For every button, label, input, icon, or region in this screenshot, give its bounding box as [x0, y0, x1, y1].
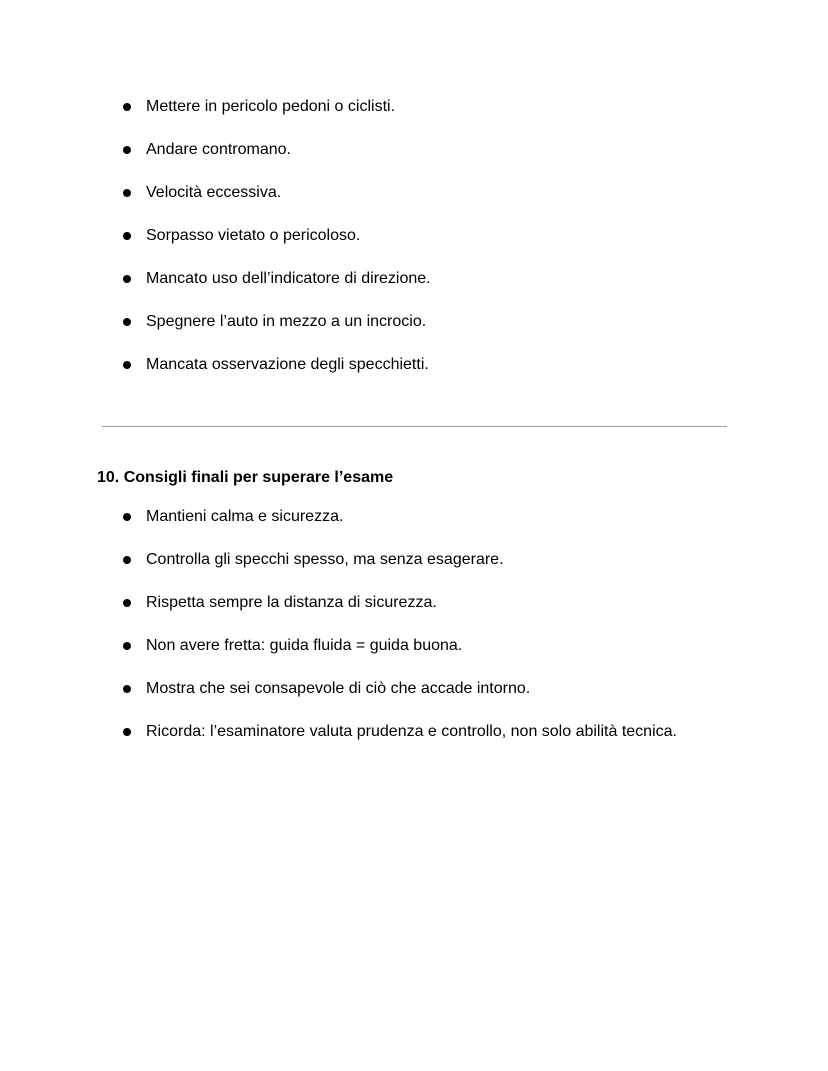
- bullet-list-section-10: [120, 507, 760, 765]
- list-item: [120, 507, 760, 550]
- list-item-text: Velocità eccessiva.: [146, 184, 282, 201]
- list-item: [120, 183, 760, 226]
- bullet-icon: [123, 232, 131, 240]
- bullet-icon: [123, 318, 131, 326]
- list-item: [120, 593, 760, 636]
- list-item-text: Controlla gli specchi spesso, ma senza esagerare.: [146, 551, 504, 568]
- list-item-text: Andare contromano.: [146, 141, 291, 158]
- list-item-text: Rispetta sempre la distanza di sicurezza.: [146, 594, 437, 611]
- bullet-icon: [123, 361, 131, 369]
- bullet-icon: [123, 728, 131, 736]
- list-item-text: Spegnere l’auto in mezzo a un incrocio.: [146, 313, 427, 330]
- list-item: [120, 679, 760, 722]
- bullet-icon: [123, 146, 131, 154]
- list-item-text: Mettere in pericolo pedoni o ciclisti.: [146, 98, 396, 115]
- list-item-text: Mancata osservazione degli specchietti.: [146, 356, 429, 373]
- list-item: [120, 97, 760, 140]
- list-item-text: Non avere fretta: guida fluida = guida buona.: [146, 637, 463, 654]
- horizontal-divider: [102, 426, 727, 427]
- list-item: [120, 269, 760, 312]
- bullet-icon: [123, 556, 131, 564]
- bullet-icon: [123, 599, 131, 607]
- list-item: [120, 636, 760, 679]
- list-item: [120, 226, 760, 269]
- list-item: [120, 355, 760, 398]
- list-item: [120, 722, 760, 765]
- bullet-icon: [123, 642, 131, 650]
- bullet-icon: [123, 513, 131, 521]
- list-item: [120, 140, 760, 183]
- section-heading: 10. Consigli finali per superare l’esame: [97, 469, 394, 486]
- list-item-text: Sorpasso vietato o pericoloso.: [146, 227, 361, 244]
- list-item: [120, 312, 760, 355]
- list-item-text: Mantieni calma e sicurezza.: [146, 508, 344, 525]
- bullet-list-top: [120, 97, 760, 398]
- bullet-icon: [123, 685, 131, 693]
- list-item: [120, 550, 760, 593]
- list-item-text: Mostra che sei consapevole di ciò che accade intorno.: [146, 680, 531, 697]
- bullet-icon: [123, 103, 131, 111]
- bullet-icon: [123, 275, 131, 283]
- bullet-icon: [123, 189, 131, 197]
- list-item-text: Ricorda: l’esaminatore valuta prudenza e controllo, non solo abilità tecnica.: [146, 723, 677, 740]
- list-item-text: Mancato uso dell’indicatore di direzione.: [146, 270, 431, 287]
